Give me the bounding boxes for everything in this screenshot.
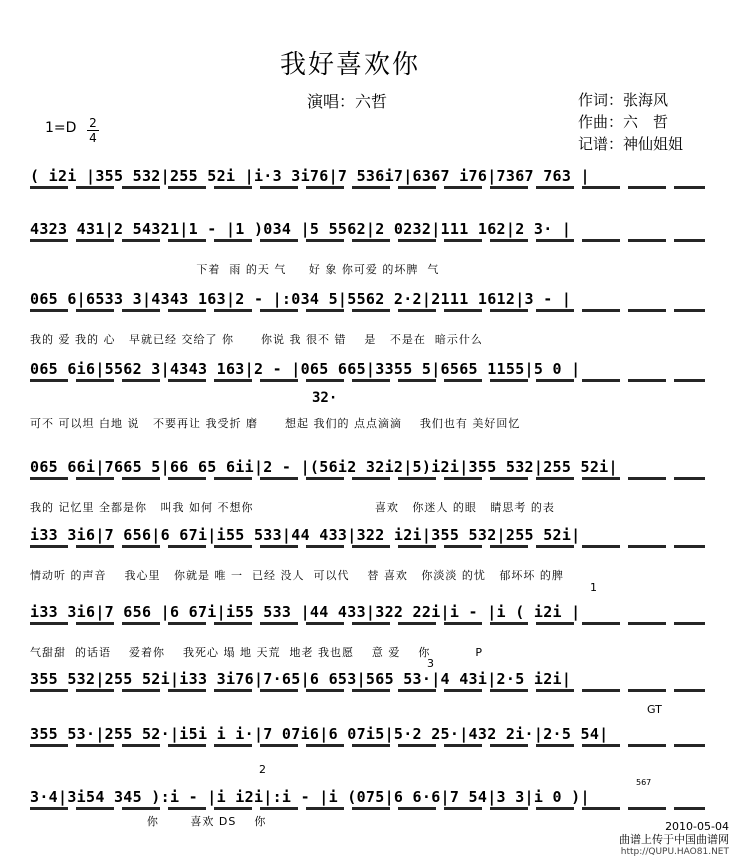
chord-567-marker: 567 xyxy=(636,778,652,787)
gt-marker: GT xyxy=(647,703,662,716)
score-system-7 xyxy=(0,600,735,670)
site-url: http://QUPU.HAO81.NET xyxy=(620,847,729,857)
notation-line: 065 6|6533 3|4343 163|2 - |:034 5|5562 2·2|2111 1612|3 - | xyxy=(30,290,572,308)
notation-line: 355 53·|255 52·|i5i i i·|7 07i6|6 07i5|5·2 25·|432 2i·|2·5 54| xyxy=(30,725,609,743)
lyrics-line: 我的 记忆里 全都是你 叫我 如何 不想你 喜欢 你迷人 的眼 睛思考 的表 xyxy=(30,501,555,514)
lyrics-line: 情动听 的声音 我心里 你就是 唯 一 已经 没人 可以代 替 喜欢 你淡淡 的忧 郁坏坏 的脾 xyxy=(30,569,564,582)
song-title: 我好喜欢你 xyxy=(279,50,420,80)
score-system-2 xyxy=(0,217,735,287)
footer xyxy=(619,820,729,859)
lyrics-line: 下着 雨 的天 气 好 象 你可爱 的坏脾 气 xyxy=(30,263,440,276)
score-system-3 xyxy=(0,287,735,357)
singer-credit: 演唱：六哲 xyxy=(307,92,388,111)
notation-line: 065 66i|7665 5|66 65 6ii|2 - |(56i2 32i2|5)i2i|355 532|255 52i| xyxy=(30,458,618,476)
notation-line: 065 6i6|5562 3|4343 163|2 - |065 665|3355 5|6565 1155|5 0 | xyxy=(30,360,581,378)
time-signature xyxy=(87,117,99,144)
key-signature: 1=D xyxy=(45,120,77,136)
notation-line: i33 3i6|7 656 |6 67i|i55 533 |44 433|322 22i|i - |i ( i2i | xyxy=(30,603,581,621)
score-system-6 xyxy=(0,523,735,593)
transcriber-credit: 记谱：神仙姐姐 xyxy=(578,135,684,153)
upload-date: 2010-05-04 xyxy=(665,820,729,833)
score-system-9 xyxy=(0,722,735,792)
lyricist-credit: 作词：张海风 xyxy=(578,91,669,109)
notation-line: 4323 431|2 54321|1 - |1 )034 |5 5562|2 0232|111 162|2 3· | xyxy=(30,220,572,238)
lyrics-line: 我的 爱 我的 心 早就已经 交给了 你 你说 我 很不 错 是 不是在 暗示什么 xyxy=(30,333,483,346)
notation-line: 355 532|255 52i|i33 3i76|7·65|6 653|565 53·|4 43i|2·5 i2i| xyxy=(30,670,572,688)
composer-credit: 作曲：六 哲 xyxy=(578,113,669,131)
time-signature-top: 2 xyxy=(89,116,97,130)
volta-2-marker: 2 xyxy=(259,763,266,776)
lyrics-line: 你 喜欢 DS 你 xyxy=(30,815,267,828)
lyrics-line: 气甜甜 的话语 爱着你 我死心 塌 地 天荒 地老 我也愿 意 爱 你 P xyxy=(30,646,484,659)
octave-lower-voice: 32· xyxy=(312,390,338,406)
lyrics-line: 可不 可以坦 白地 说 不要再让 我受折 磨 想起 我们的 点点滴滴 我们也有 美好回忆 xyxy=(30,417,521,430)
notation-line: ( i2i |355 532|255 52i |i·3 3i76|7 536i7|6367 i76|7367 763 | xyxy=(30,167,590,185)
score-system-5 xyxy=(0,455,735,525)
credits-block xyxy=(578,89,683,155)
notation-line: i33 3i6|7 656|6 67i|i55 533|44 433|322 i2i|355 532|255 52i| xyxy=(30,526,581,544)
score-system-4 xyxy=(0,357,735,430)
time-signature-bottom: 4 xyxy=(89,131,97,145)
notation-line: 3·4|3i54 345 ):i - |i i2i|:i - |i (075|6 6·6|7 54|3 3|i 0 )| xyxy=(30,788,590,806)
volta-1-marker: 1 xyxy=(590,581,597,594)
triplet-marker: 3 xyxy=(427,657,434,670)
upload-note: 曲谱上传于中国曲谱网 xyxy=(619,833,729,846)
